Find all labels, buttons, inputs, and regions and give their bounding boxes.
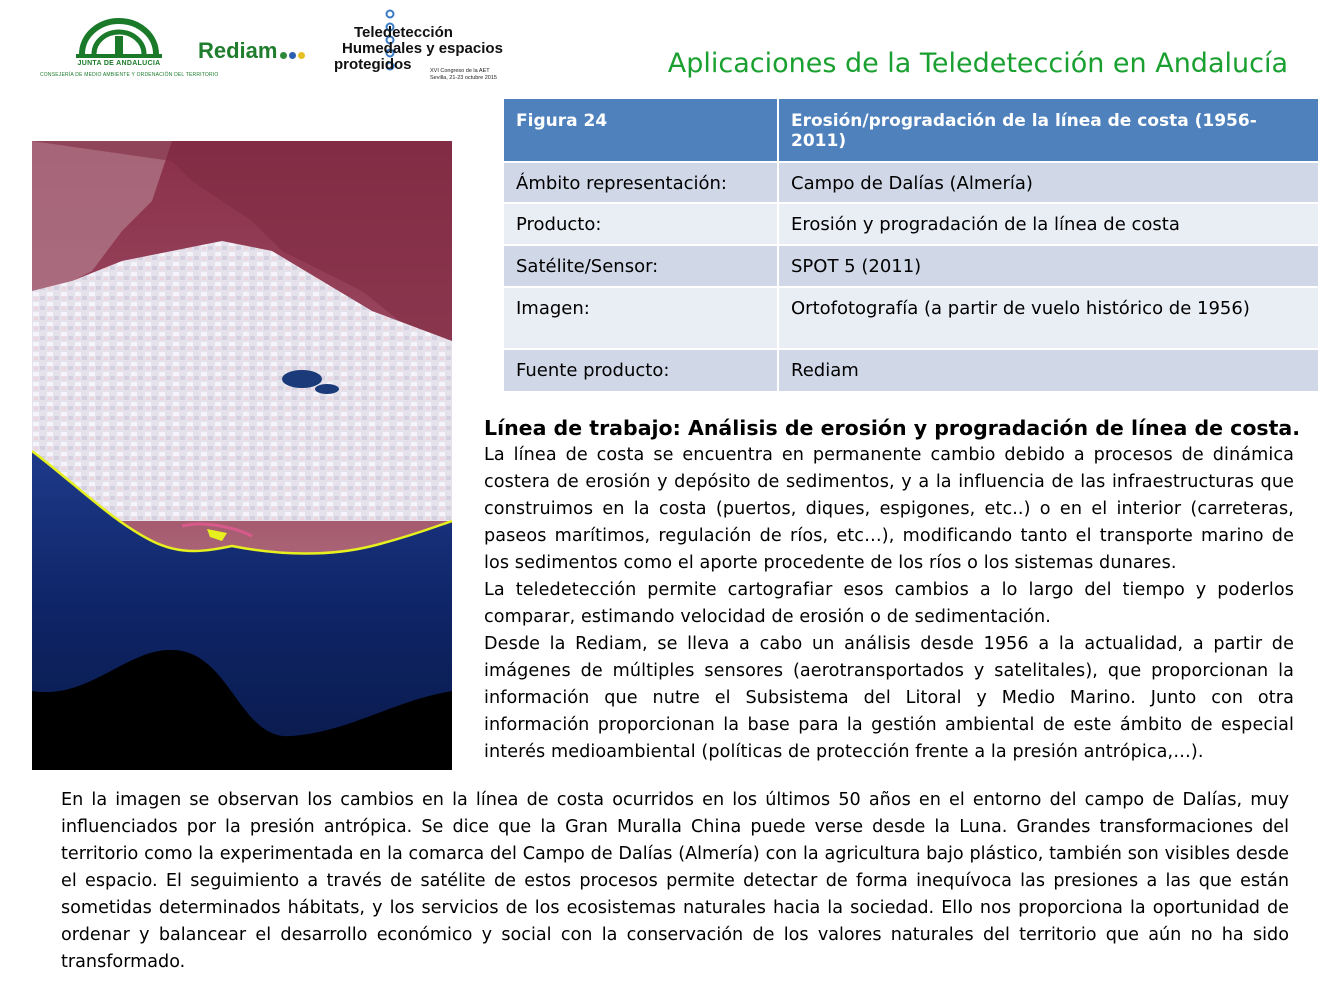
row-label: Fuente producto: bbox=[504, 349, 778, 391]
header-figure: Figura 24 bbox=[504, 99, 778, 162]
row-label: Ámbito representación: bbox=[504, 162, 778, 203]
rediam-dots-icon bbox=[280, 52, 305, 59]
junta-emblem-icon bbox=[40, 14, 198, 60]
row-value: SPOT 5 (2011) bbox=[778, 245, 1318, 287]
teledet-line-1: Teledetección bbox=[354, 24, 453, 41]
work-line-section bbox=[484, 416, 1301, 766]
row-label: Satélite/Sensor: bbox=[504, 245, 778, 287]
rediam-logo bbox=[198, 36, 305, 66]
table-row bbox=[504, 203, 1318, 245]
row-value: Campo de Dalías (Almería) bbox=[778, 162, 1318, 203]
junta-andalucia-logo bbox=[40, 14, 219, 82]
bottom-paragraph: En la imagen se observan los cambios en la línea de costa ocurridos en los últimos 50 años en el entorno del campo de Dalías, muy influenciados por la presión antrópica. Se dice que la Gran Muralla China puede verse desde la Luna. Grandes transformaciones del territorio como la experimentada en la comarca del Campo de Dalías (Almería) con la agricultura bajo plástico, también son visibles desde el espacio. El seguimiento a través de satélite de estos procesos permite detectar de forma inequívoca las presiones a las que están sometidas determinados hábitats, y los servicios de los ecosistemas naturales hacia la sociedad. Ello nos proporciona la oportunidad de ordenar y balancear el desarrollo económico y social con la conservación de los valores naturales del territorio que aún no ha sido transformado. bbox=[61, 790, 1289, 972]
row-label: Producto: bbox=[504, 203, 778, 245]
teledet-line-2: Humedales y espacios bbox=[342, 40, 503, 57]
page-title: Aplicaciones de la Teledetección en Andalucía bbox=[667, 48, 1288, 79]
row-value: Rediam bbox=[778, 349, 1318, 391]
teledet-small-1: XVI Congreso de la AET bbox=[430, 68, 490, 74]
table-row bbox=[504, 162, 1318, 203]
header-description: Erosión/progradación de la línea de costa (1956-2011) bbox=[778, 99, 1318, 162]
figure-info-table bbox=[504, 99, 1318, 391]
teledeteccion-congress-logo bbox=[334, 8, 504, 84]
row-value: Erosión y progradación de la línea de costa bbox=[778, 203, 1318, 245]
table-row bbox=[504, 287, 1318, 349]
row-value: Ortofotografía (a partir de vuelo histórico de 1956) bbox=[778, 287, 1318, 349]
satellite-image bbox=[32, 141, 452, 770]
work-line-title: Línea de trabajo: Análisis de erosión y progradación de línea de costa. bbox=[484, 416, 1301, 440]
table-row bbox=[504, 245, 1318, 287]
work-paragraph-3: Desde la Rediam, se lleva a cabo un análisis desde 1956 a la actualidad, a partir de imágenes de múltiples sensores (aerotransportados y satelitales), que proporcionan la información que nutre el Subsistema del Litoral y Medio Marino. Junto con otra información proporcionan la base para la gestión ambiental de este ámbito de especial interés medioambiental (políticas de protección frente a la presión antrópica,…). bbox=[484, 634, 1294, 762]
junta-name: JUNTA DE ANDALUCIA bbox=[77, 60, 161, 67]
table-row bbox=[504, 349, 1318, 391]
teledet-small-2: Sevilla, 21-23 octubre 2015 bbox=[430, 75, 497, 81]
work-paragraph-1: La línea de costa se encuentra en permanente cambio debido a procesos de dinámica costera de erosión y depósito de sedimentos, y a la influencia de las infraestructuras que construimos en la costa (puertos, diques, espigones, etc..) o en el interior (carreteras, paseos marítimos, regulación de ríos, etc…), modificando tanto el transporte marino de los sedimentos como el aporte procedente de los ríos o los sistemas dunares. bbox=[484, 445, 1294, 573]
table-header-row bbox=[504, 99, 1318, 162]
row-label: Imagen: bbox=[504, 287, 778, 349]
junta-subtitle: CONSEJERÍA DE MEDIO AMBIENTE Y ORDENACIÓN DEL TERRITORIO bbox=[40, 72, 219, 78]
work-paragraph-2: La teledetección permite cartografiar esos cambios a lo largo del tiempo y poderlos comparar, estimando velocidad de erosión o de sedimentación. bbox=[484, 580, 1294, 627]
teledet-line-3: protegidos bbox=[334, 56, 412, 73]
rediam-logo-text: Rediam bbox=[198, 38, 278, 63]
